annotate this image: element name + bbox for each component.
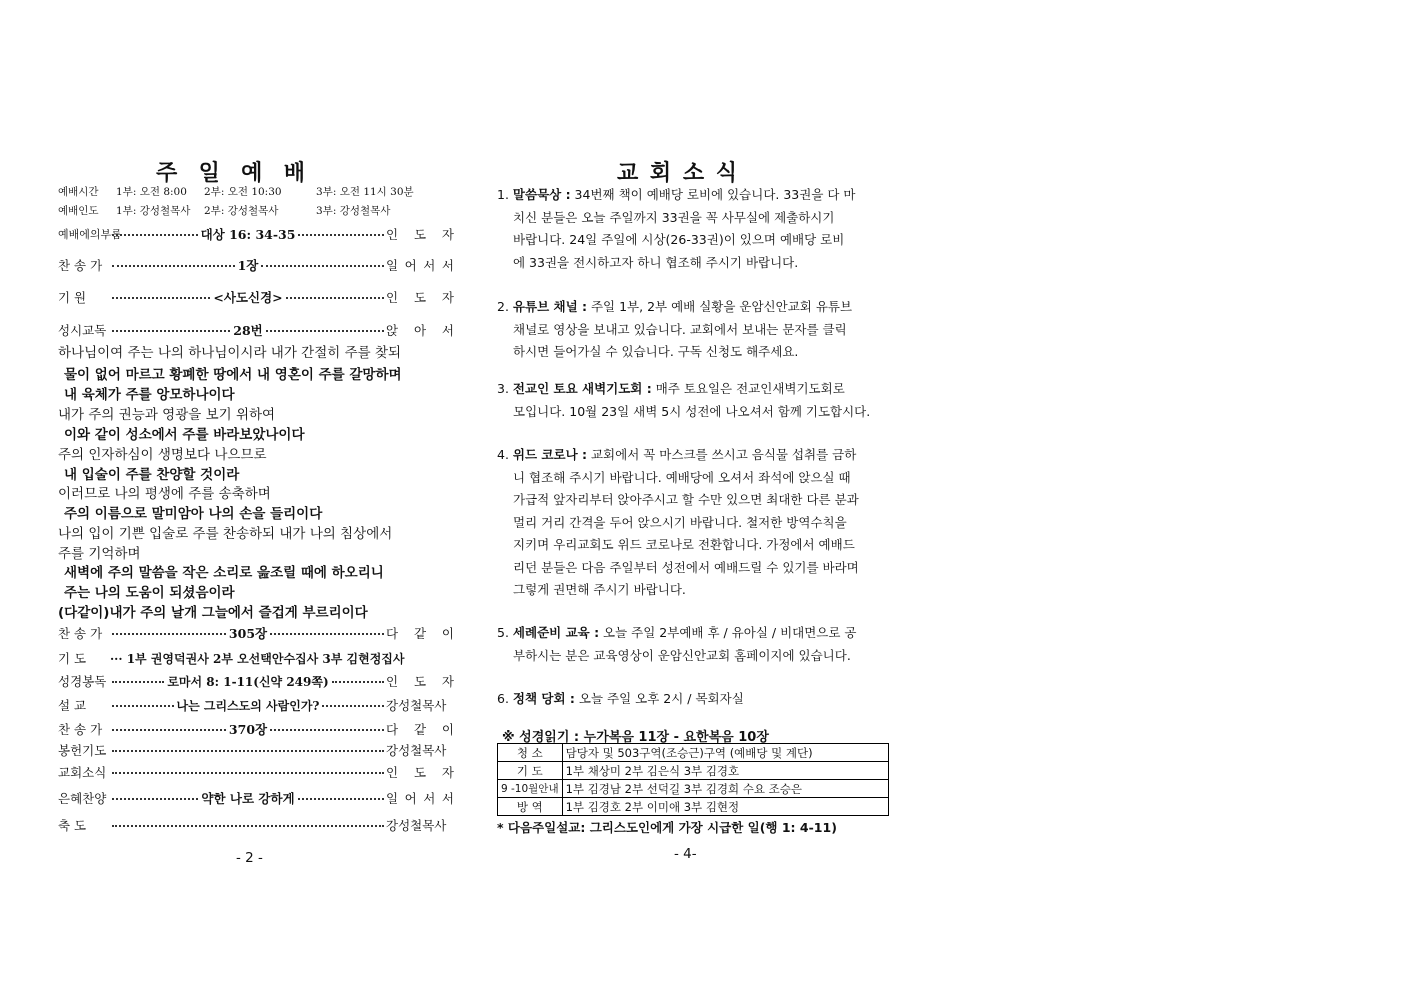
order-line-responsive: 성시교독 28번 앉 아 서 (58, 323, 455, 338)
order-line-sermon: 설 교 나는 그리스도의 사람인가? 강성철목사 (58, 698, 447, 713)
psalm-line: 주를 기억하며 (58, 546, 141, 562)
news-item-3: 3. 전교인 토요 새벽기도회 : 매주 토요일은 전교인새벽기도회로 모입니다. 10월 23일 새벽 5시 성전에 나오셔서 함께 기도합시다. (497, 381, 871, 419)
bible-reading: ※ 성경읽기 : 누가복음 11장 - 요한복음 10장 (502, 730, 769, 745)
news-item-1: 1. 말씀묵상 : 34번째 책이 예배당 로비에 있습니다. 33권을 다 마 치신 분들은 오늘 주일까지 33권을 꼭 사무실에 제출하시기 바랍니다. 24일 주일에 시상(26-33권)이 있으며 예배당 로비 에 33권을 전시하고자 하니 협조해 주시기 바랍니다. (497, 187, 856, 270)
order-line-prayer: 기 도 ··· 1부 권영덕권사 2부 오선택안수집사 3부 김현정집사 (58, 651, 405, 666)
order-line-news: 교회소식 인 도 자 (58, 765, 454, 780)
psalm-line: 주의 이름으로 말미암아 나의 손을 들리이다 (64, 506, 323, 522)
news-title: 교 회 소 식 (617, 161, 739, 186)
psalm-line: 새벽에 주의 말씀을 작은 소리로 읊조릴 때에 하오리니 (64, 565, 384, 581)
order-line-reading: 성경봉독 로마서 8: 1-11(신약 249쪽) 인 도 자 (58, 674, 454, 689)
psalm-line: 내 육체가 주를 앙모하나이다 (64, 387, 235, 403)
psalm-line: 물이 없어 마르고 황폐한 땅에서 내 영혼이 주를 갈망하며 (64, 367, 402, 383)
news-item-5: 5. 세례준비 교육 : 오늘 주일 2부예배 후 / 유아실 / 비대면으로 공 부하시는 분은 교육영상이 운암신안교회 홈페이지에 있습니다. (497, 625, 857, 663)
order-line-benediction: 축 도 강성철목사 (58, 818, 447, 833)
psalm-line: (다같이)내가 주의 날개 그늘에서 즐겁게 부르리이다 (58, 605, 368, 621)
psalm-line: 내가 주의 권능과 영광을 보기 위하여 (58, 407, 276, 423)
psalm-line: 주는 나의 도움이 되셨음이라 (64, 585, 235, 601)
news-item-6: 6. 정책 당회 : 오늘 주일 오후 2시 / 목회자실 (497, 691, 744, 706)
order-line-call: 예배에의부름 대상 16: 34-35 인 도 자 (58, 227, 454, 242)
table-row: 방 역 1부 김경호 2부 이미애 3부 김현정 (498, 798, 889, 816)
table-row: 청 소 담당자 및 503구역(조승근)구역 (예배당 및 계단) (498, 744, 889, 762)
order-line-hymn3: 찬 송 가 370장 다 같 이 (58, 722, 455, 737)
order-line-invocation: 기 원 <사도신경> 인 도 자 (58, 290, 454, 305)
news-item-2: 2. 유튜브 채널 : 주일 1부, 2부 예배 실황을 운암신안교회 유튜브 채널로 영상을 보내고 있습니다. 교회에서 보내는 문자를 클릭 하시면 들어가실 수 있습니다. 구독 신청도 해주세요. (497, 299, 853, 359)
psalm-line: 이와 같이 성소에서 주를 바라보았나이다 (64, 427, 305, 443)
psalm-line: 내 입술이 주를 찬양할 것이라 (64, 467, 240, 483)
news-item-4: 4. 위드 코로나 : 교회에서 꼭 마스크를 쓰시고 음식물 섭취를 금하 니 협조해 주시기 바랍니다. 예배당에 오셔서 좌석에 앉으실 때 가급적 앞자리부터 앉아주시고 할 수만 있으면 최대한 다른 분과 멀리 거리 간격을 두어 앉으시기 바랍니다. 철저한 방역수칙을 지키며 우리교회도 위드 코로나로 전환합니다. 가정에서 예배드 리던 분들은 다음 주일부터 성전에서 예배드릴 수 있기를 바라며 그렇게 권면해 주시기 바랍니다. (497, 447, 859, 597)
next-sermon: * 다음주일설교: 그리스도인에게 가장 시급한 일(행 1: 4-11) (497, 820, 837, 835)
page-number: - 4- (674, 846, 697, 862)
service-leaders: 예배인도 1부: 강성철목사 2부: 강성철목사 3부: 강성철목사 (58, 205, 391, 217)
psalm-line: 나의 입이 기쁜 입술로 주를 찬송하되 내가 나의 침상에서 (58, 526, 393, 542)
psalm-line: 이러므로 나의 평생에 주를 송축하며 (58, 486, 271, 502)
worship-title: 주 일 예 배 (156, 161, 307, 186)
duty-table (497, 743, 889, 816)
order-line-praise: 은혜찬양 약한 나로 강하게 일 어 서 서 (58, 791, 455, 806)
order-line-hymn: 찬 송 가 1장 일 어 서 서 (58, 258, 454, 273)
psalm-line: 주의 인자하심이 생명보다 나으므로 (58, 447, 267, 463)
order-line-offering: 봉헌기도 강성철목사 (58, 743, 447, 758)
page-number: - 2 - (236, 850, 263, 866)
table-row: 9 -10월안내 1부 김경남 2부 선덕길 3부 김경희 수요 조승은 (498, 780, 889, 798)
table-row: 기 도 1부 채상미 2부 김은식 3부 김경호 (498, 762, 889, 780)
service-times: 예배시간 1부: 오전 8:00 2부: 오전 10:30 3부: 오전 11시 30분 (58, 186, 414, 198)
psalm-line: 하나님이여 주는 나의 하나님이시라 내가 간절히 주를 찾되 (58, 345, 402, 361)
order-line-hymn2: 찬 송 가 305장 다 같 이 (58, 626, 455, 641)
